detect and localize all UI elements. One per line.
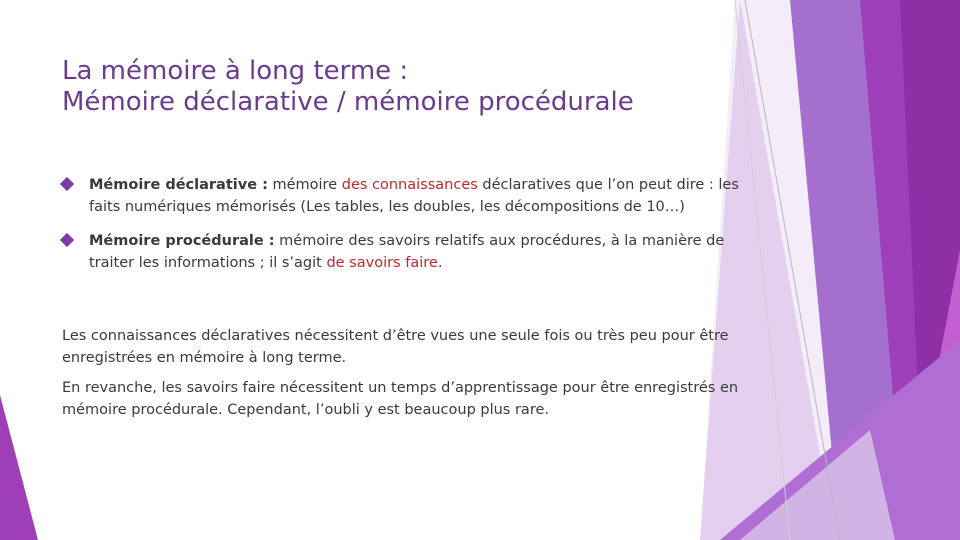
bullet-item-declarative: [62, 174, 742, 218]
title-line-2: Mémoire déclarative / mémoire procédurale: [62, 87, 634, 118]
bullet-highlight: des connaissances: [341, 177, 478, 193]
diamond-bullet-icon: [60, 233, 74, 247]
bullet-item-procedural: [62, 230, 742, 274]
bullet-text: déclaratives que l’on peut dire : les faits numériques mémorisés (Les tables, les doubles, les décompositions de 10…): [89, 177, 739, 215]
bullet-list: [62, 174, 742, 286]
bullet-highlight: de savoirs faire: [326, 255, 438, 271]
paragraph-procedural: En revanche, les savoirs faire nécessitent un temps d’apprentissage pour être enregistrés en mémoire procédurale. Cependant, l’oubli y est beaucoup plus rare.: [62, 380, 739, 418]
bullet-text: mémoire des savoirs relatifs aux procédures, à la manière de traiter les informations ; il s’agit: [89, 233, 725, 271]
bullet-term: Mémoire déclarative :: [89, 177, 268, 193]
decor-corner-left: [0, 395, 38, 540]
paragraph-declarative: Les connaissances déclaratives nécessitent d’être vues une seule fois ou très peu pour être enregistrées en mémoire à long terme.: [62, 328, 729, 366]
page-title: [62, 56, 634, 118]
bullet-text: .: [437, 255, 443, 271]
bullet-term: Mémoire procédurale :: [89, 233, 275, 249]
diamond-bullet-icon: [60, 177, 74, 191]
bullet-text: mémoire: [267, 177, 342, 193]
title-line-1: La mémoire à long terme :: [62, 56, 409, 86]
